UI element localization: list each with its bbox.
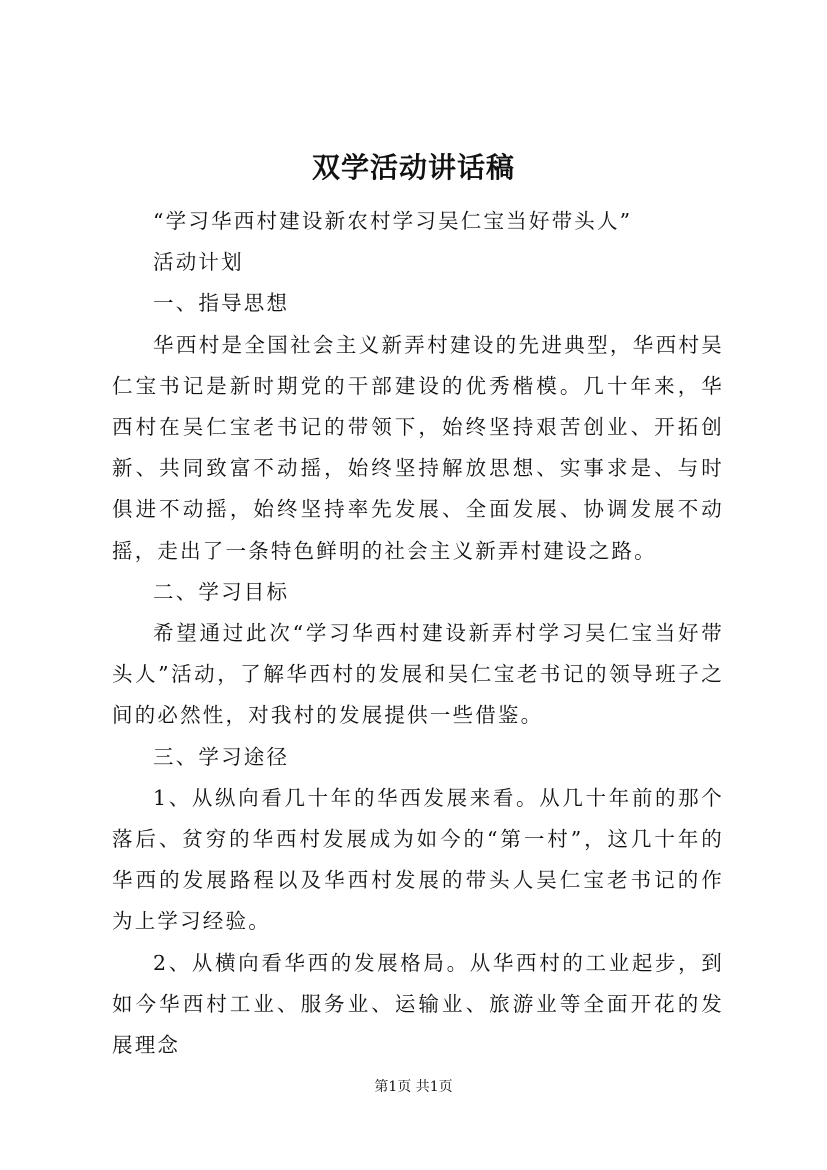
document-subtitle: “学习华西村建设新农村学习吴仁宝当好带头人”: [153, 209, 633, 233]
document-title: 双学活动讲话稿: [311, 151, 515, 184]
paragraph-learning-goal: 希望通过此次“学习华西村建设新弄村学习吴仁宝当好带头人”活动，了解华西村的发展和吴仁宝老书记的领导班子之间的必然性，对我村的发展提供一些借鉴。: [112, 621, 724, 728]
paragraph-guiding-thought: 华西村是全国社会主义新弄村建设的先进典型，华西村吴仁宝书记是新时期党的干部建设的优秀楷模。几十年来，华西村在吴仁宝老书记的带领下，始终坚持艰苦创业、开拓创新、共同致富不动摇，始终坚持解放思想、实事求是、与时俱进不动摇，始终坚持率先发展、全面发展、协调发展不动摇，走出了一条特色鲜明的社会主义新弄村建设之路。: [112, 332, 724, 563]
paragraph-activity-plan: 活动计划: [153, 250, 244, 275]
heading-learning-goal: 二、学习目标: [153, 579, 290, 604]
paragraph-approach-2: 2、从横向看华西的发展格局。从华西村的工业起步，到如今华西村工业、服务业、运输业、旅游业等全面开花的发展理念: [112, 950, 724, 1058]
paragraph-approach-1: 1、从纵向看几十年的华西发展来看。从几十年前的那个落后、贫穷的华西村发展成为如今的“第一村”，这几十年的华西的发展路程以及华西村发展的带头人吴仁宝老书记的作为上学习经验。: [112, 785, 724, 934]
page-footer: 第1页 共1页: [374, 1079, 453, 1095]
heading-learning-approach: 三、学习途径: [153, 744, 290, 769]
document-body: [112, 201, 724, 1066]
heading-guiding-thought: 一、指导思想: [153, 291, 290, 316]
